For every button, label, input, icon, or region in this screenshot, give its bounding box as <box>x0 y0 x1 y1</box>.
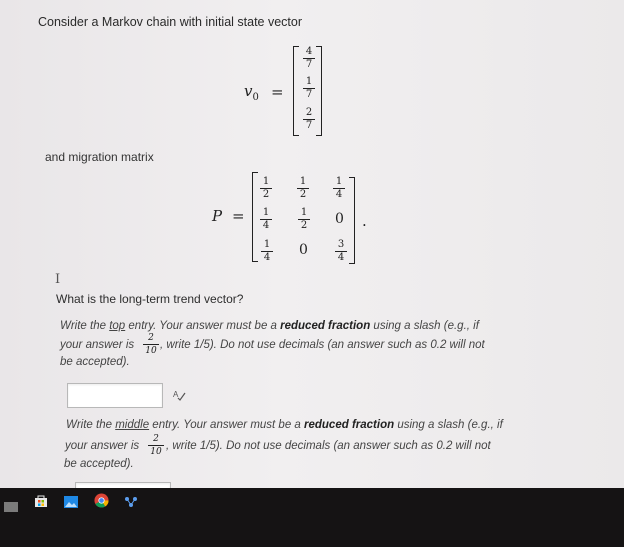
p-entry-2-3: 0 <box>335 211 344 227</box>
taskbar <box>0 488 624 547</box>
v0-entry-1: 4 7 <box>303 47 315 70</box>
part2-answer-is: your answer is <box>65 440 140 452</box>
p-left-bracket <box>252 172 258 262</box>
p-equals: = <box>232 207 245 225</box>
top-entry-answer-input[interactable] <box>67 383 163 408</box>
v0-entry-3: 2 7 <box>303 108 315 131</box>
part1-accepted: be accepted). <box>60 356 130 368</box>
part2-reduced-fraction: reduced fraction <box>304 419 395 431</box>
p-entry-1-1: 1 2 <box>260 177 272 200</box>
migration-matrix-text: and migration matrix <box>45 150 154 164</box>
long-term-question: What is the long-term trend vector? <box>56 292 244 306</box>
p-entry-1-2: 1 2 <box>297 177 309 200</box>
spellcheck-icon[interactable] <box>173 388 186 406</box>
part2-accepted: be accepted). <box>64 458 134 470</box>
v0-label <box>244 82 259 103</box>
part2-instruction-line2: , write 1/5). Do not use decimals (an answer such as 0.2 will not <box>166 440 491 452</box>
part2-instruction-line1: Write the middle entry. Your answer must be a reduced fraction using a slash (e.g., if <box>66 419 503 431</box>
v0-left-bracket <box>293 46 299 136</box>
part1-instruction-line1: Write the top entry. Your answer must be a reduced fraction using a slash (e.g., if <box>60 320 479 332</box>
v0-right-bracket <box>316 46 322 136</box>
part2-example-fraction: 2 10 <box>148 434 164 457</box>
part1-position: top <box>109 320 126 332</box>
text-cursor-icon: I <box>55 272 61 287</box>
p-entry-2-1: 1 4 <box>260 208 272 231</box>
photos-icon[interactable] <box>64 495 78 513</box>
p-label: P <box>212 207 223 225</box>
p-entry-3-1: 1 4 <box>261 240 273 263</box>
v0-equals: = <box>271 83 284 101</box>
p-entry-2-2: 1 2 <box>298 208 310 231</box>
p-entry-3-3: 3 4 <box>335 240 347 263</box>
part1-instruction-line2: , write 1/5). Do not use decimals (an answer such as 0.2 will not <box>160 339 485 351</box>
question-intro: Consider a Markov chain with initial state vector <box>38 15 303 29</box>
chrome-icon[interactable] <box>94 493 109 513</box>
part1-example-fraction: 2 10 <box>143 333 159 356</box>
part1-answer-is: your answer is <box>60 339 135 351</box>
v0-entry-2: 1 7 <box>303 77 315 100</box>
matrix-period: . <box>362 212 367 230</box>
network-icon[interactable] <box>124 495 138 513</box>
part2-position: middle <box>115 419 150 431</box>
p-right-bracket <box>349 177 355 264</box>
p-entry-1-3: 1 4 <box>333 177 345 200</box>
store-icon[interactable] <box>34 494 48 513</box>
v0-symbol: v <box>244 82 253 100</box>
svg-text:A: A <box>173 390 179 399</box>
part1-reduced-fraction: reduced fraction <box>280 320 371 332</box>
p-entry-3-2: 0 <box>299 242 308 258</box>
v0-subscript: 0 <box>252 92 259 103</box>
start-icon[interactable] <box>4 499 18 517</box>
